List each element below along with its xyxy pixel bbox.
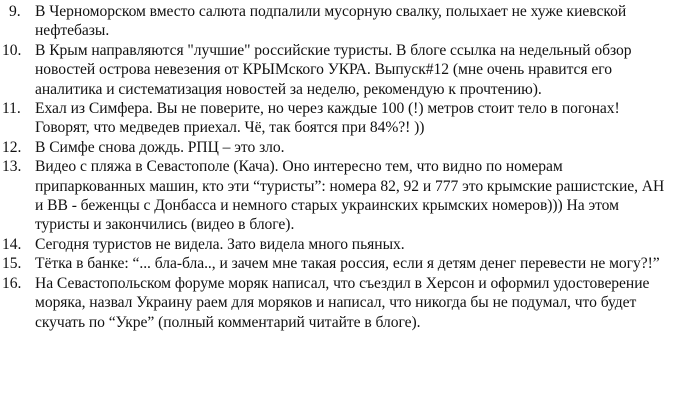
item-text: На Севастопольском форуме моряк написал, что съездил в Херсон и оформил удостоверение моряка, назвал Украину раем для моряков и написал, что никогда бы не подумал, что будет скучать по “Укре” (полный комментарий читайте в блоге). [35, 274, 650, 331]
list-item [0, 138, 674, 157]
item-number: 16. [2, 274, 22, 292]
item-number: 14. [2, 235, 22, 253]
item-number: 12. [2, 138, 22, 156]
list-item [0, 99, 674, 138]
item-number: 10. [2, 41, 22, 59]
item-number: 13. [2, 158, 22, 176]
item-number: 11. [2, 100, 21, 118]
item-text: Сегодня туристов не видела. Зато видела много пьяных. [35, 235, 405, 253]
item-text: Тётка в банке: “... бла-бла.., и зачем мне такая россия, если я детям денег перевести не могу?!” [35, 255, 660, 273]
item-text: В Черноморском вместо салюта подпалили мусорную свалку, полыхает не хуже киевской нефтебазы. [35, 3, 627, 40]
item-text: Ехал из Симфера. Вы не поверите, но через каждые 100 (!) метров стоит тело в погонах! Говорят, что медведев приехал. Чё, так боятся при 84%?! )) [35, 100, 620, 137]
list-item [0, 235, 674, 254]
item-text: В Симфе снова дождь. РПЦ – это зло. [35, 138, 285, 156]
list-item [0, 254, 674, 273]
item-number: 9. [9, 3, 21, 20]
item-text: Видео с пляжа в Севастополе (Кача). Оно интересно тем, что видно по номерам припаркованных машин, кто эти “туристы”: номера 82, 92 и 777 это крымские рашистские, АН и ВВ - беженцы с Донбасса и немного старых украинских крымских номеров))) На этом туристы и закончились (видео в блоге). [35, 158, 665, 234]
list-item [0, 274, 674, 332]
news-list [0, 2, 674, 332]
item-number: 15. [2, 255, 22, 273]
list-item [0, 157, 674, 235]
list-item [0, 2, 674, 41]
list-item [0, 41, 674, 99]
item-text: В Крым направляются "лучшие" российские туристы. В блоге ссылка на недельный обзор новостей острова невезения от КРЫМского УКРА. Выпуск#12 (мне очень нравится его аналитика и систематизация новостей за неделю, рекомендую к прочтению). [35, 41, 632, 98]
